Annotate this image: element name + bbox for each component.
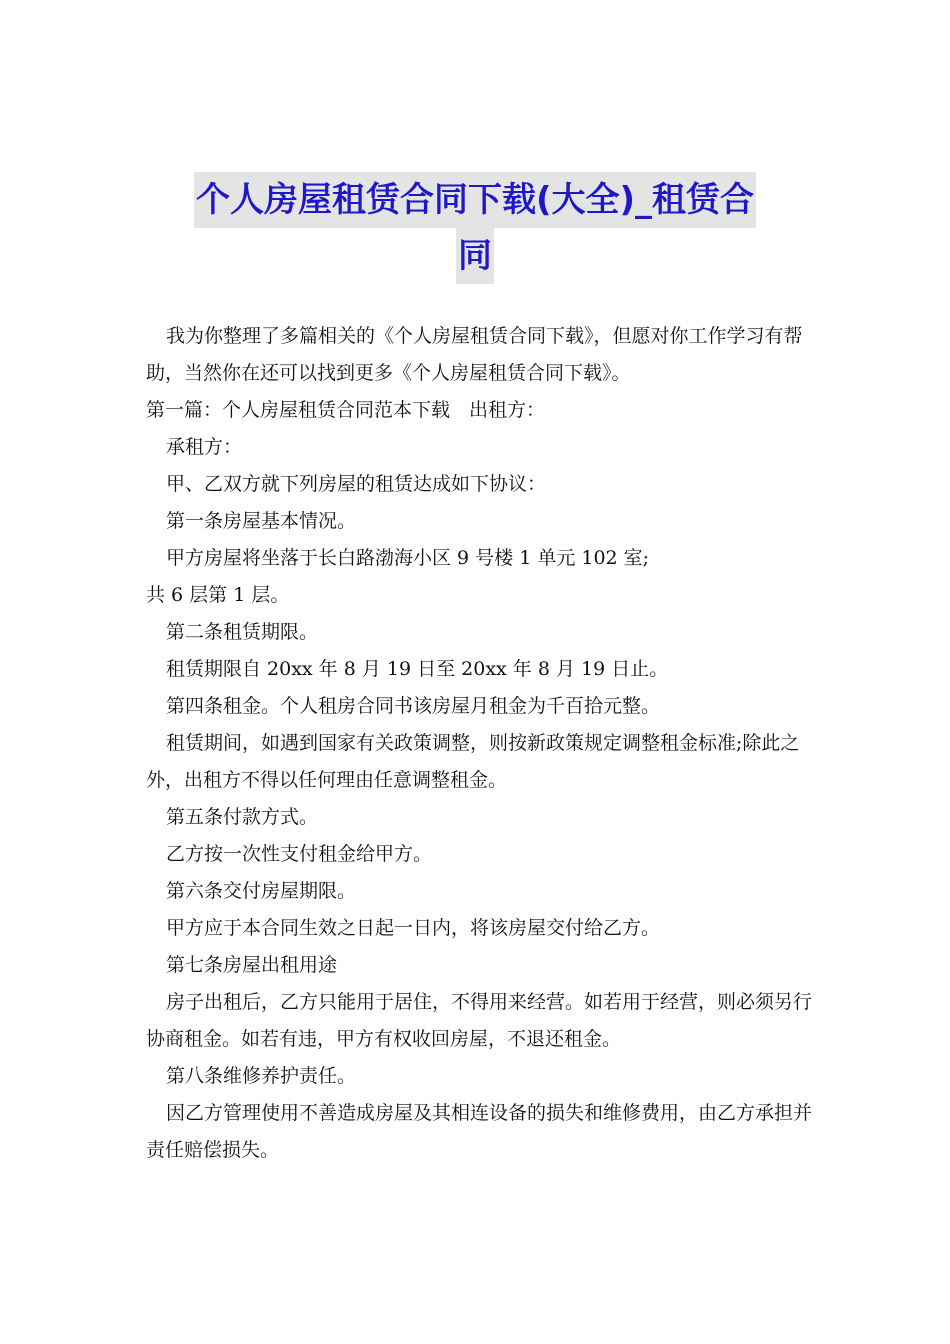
clause-heading: 第七条房屋出租用途 [166,954,338,976]
intro-paragraph: 我为你整理了多篇相关的《个人房屋租赁合同下载》，但愿对你工作学习有帮助，当然你在还可以找到更多《个人房屋租赁合同下载》。 [146,325,803,384]
paragraph: 租赁期间，如遇到国家有关政策调整，则按新政策规定调整租金标准;除此之外，出租方不得以任何理由任意调整租金。 [146,732,800,791]
paragraph: 乙方按一次性支付租金给甲方。 [166,843,433,865]
paragraph: 房子出租后，乙方只能用于居住，不得用来经营。如若用于经营，则必须另行协商租金。如若有违，甲方有权收回房屋，不退还租金。 [146,991,813,1050]
paragraph: 甲、乙双方就下列房屋的租赁达成如下协议： [166,473,547,495]
clause-heading: 第五条付款方式。 [166,806,319,828]
document-body [146,318,814,1169]
title-line-1: 个人房屋租赁合同下载(大全)_租赁合 [194,172,756,228]
title-line-2: 同 [456,228,494,284]
paragraph: 甲方应于本合同生效之日起一日内，将该房屋交付给乙方。 [166,917,661,939]
paragraph: 租赁期限自 20xx 年 8 月 19 日至 20xx 年 8 月 19 日止。 [166,658,669,680]
section-heading: 第一篇：个人房屋租赁合同范本下载 出租方： [146,399,546,421]
paragraph: 承租方： [166,436,243,458]
clause-heading: 第二条租赁期限。 [166,621,319,643]
paragraph: 甲方房屋将坐落于长白路渤海小区 9 号楼 1 单元 102 室; [166,547,650,569]
clause-heading: 第六条交付房屋期限。 [166,880,357,902]
document-title [150,172,800,284]
clause-heading: 第一条房屋基本情况。 [166,510,357,532]
clause-heading: 第四条租金。个人租房合同书该房屋月租金为千百拾元整。 [166,695,661,717]
clause-heading: 第八条维修养护责任。 [166,1065,357,1087]
paragraph: 共 6 层第 1 层。 [146,584,290,606]
paragraph: 因乙方管理使用不善造成房屋及其相连设备的损失和维修费用，由乙方承担并责任赔偿损失。 [146,1102,813,1161]
